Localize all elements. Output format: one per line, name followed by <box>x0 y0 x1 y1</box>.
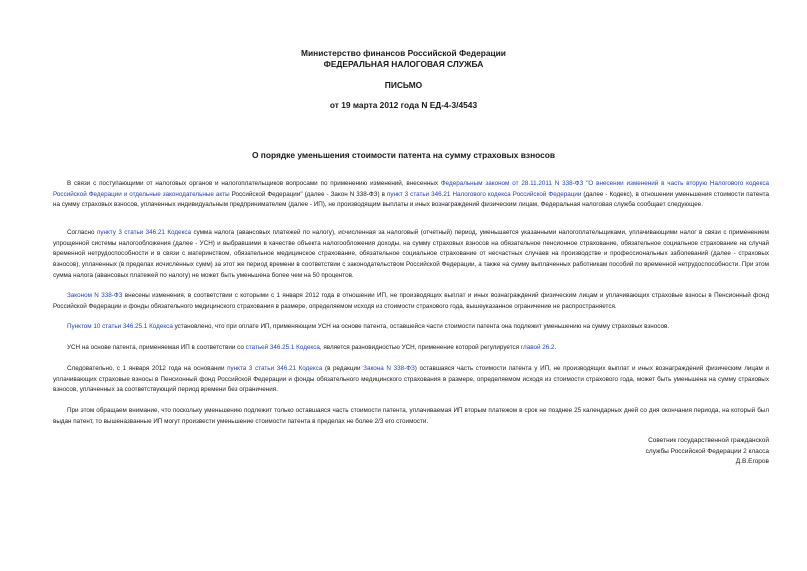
paragraph-6 <box>53 364 769 396</box>
signature-name: Д.В.Егоров <box>735 458 769 465</box>
text: установлено, что при оплате ИП, применяющим УСН на основе патента, оставшейся части стоимости патента она подлежит уменьшению на сумму страховых взносов. <box>172 323 670 330</box>
document-type: ПИСЬМО <box>384 80 423 90</box>
text: ) оставшаяся часть стоимости патента у ИП, не производящих выплат и иных вознаграждений физическим лицам и уплачивающих страховые взносы в Пенсионный фонд Российской Федерации и фонды обязательного медицинского страхования в размере, определяемом исходя из стоимости страхового года, может быть уменьшена на сумму страховых взносов, уплаченных за соответствующий период времени без ограничения. <box>53 365 769 394</box>
service-name: ФЕДЕРАЛЬНАЯ НАЛОГОВАЯ СЛУЖБА <box>323 59 484 69</box>
document-title: О порядке уменьшения стоимости патента на сумму страховых взносов <box>251 150 556 160</box>
text: (далее - Кодекс), в отношении уменьшения стоимости патента на сумму страховых взносов, уплаченных индивидуальным предпринимателем (далее - ИП), не производящим выплаты и иных вознаграждений физическим лицам, Федеральная налоговая служба сообщает следующее. <box>53 190 769 209</box>
signature-title-line-1: Советник государственной гражданской <box>648 437 769 444</box>
paragraph-1 <box>53 179 769 211</box>
code-link-346-21-p3[interactable]: пункта 3 статьи 346.21 Кодекса <box>227 365 323 372</box>
text: Российской Федерации" (далее - Закон N 338-ФЗ) в <box>229 190 387 198</box>
text: В связи с поступающими от налоговых органов и налогоплательщиков вопросами по применению изменений, внесенных <box>67 180 441 187</box>
text: (в редакции <box>322 365 364 372</box>
paragraph-3 <box>53 291 769 312</box>
law-link-338fz[interactable]: Закона N 338-ФЗ <box>363 365 415 372</box>
text: внесены изменения, в соответствии с которыми с 1 января 2012 года в отношении ИП, не производящих выплат и иных вознаграждений физическим лицам и уплачивающих страховые взносы в Пенсионный фонд Российской Федерации и фонды обязательного медицинского страхования в размере, определяемом исходя из стоимости страхового года, вышеуказанное ограничение не распространяется. <box>53 292 769 310</box>
chapter-link-26-2[interactable]: главой 26.2 <box>520 344 555 351</box>
law-link-338fz[interactable]: Законом N 338-ФЗ <box>67 292 123 299</box>
text: При этом обращаем внимание, что поскольку уменьшению подлежит только оставшаяся часть стоимости патента, уплачиваемая ИП вторым платежом в срок не позднее 25 календарных дней со дня окончания периода, на который был выдан патент, то вышеназванные ИП могут произвести уменьшение стоимости патента в пределах не более 2/3 его стоимости. <box>53 407 769 425</box>
text: сумма налога (авансовых платежей по налогу), исчисленная за налоговый (отчетный) период, уменьшается указанными налогоплательщиками, уплачивающими налог в связи с применением упрощенной системы налогообложения (далее - УСН) и выбравшими в качестве объекта налогообложения доходы, на сумму страховых взносов на обязательное пенсионное страхование, обязательное социальное страхование на случай временной нетрудоспособности и в связи с материнством, обязательное медицинское страхование, обязательное социальное страхование от несчастных случаев на производстве и профессиональных заболеваний (далее - страховых взносов), уплаченных (в пределах исчисленных сумм) за этот же период времени в соответствии с законодательством Российской Федерации, а также на сумму выплаченных работникам пособий по временной нетрудоспособности. При этом сумма налога (авансовых платежей по налогу) не может быть уменьшена более чем на 50 процентов. <box>53 229 769 279</box>
document-date-number: от 19 марта 2012 года N ЕД-4-3/4543 <box>329 100 478 110</box>
text: . <box>554 344 557 351</box>
paragraph-7 <box>53 406 769 427</box>
signature-title-line-2: службы Российской Федерации 2 класса <box>645 447 769 455</box>
text: , является разновидностью УСН, применение которой регулируется <box>319 344 521 351</box>
code-link-346-25-1-p10[interactable]: Пунктом 10 статьи 346.25.1 Кодекса <box>67 323 173 330</box>
signature-block <box>646 436 769 468</box>
code-link-346-21-p3[interactable]: пункту 3 статьи 346.21 Кодекса <box>96 229 192 236</box>
code-link-346-21[interactable]: пункт 3 статьи 346.21 Налогового кодекса Российской Федерации <box>386 190 582 198</box>
law-link-338fz[interactable]: Федеральным законом от 28.11.2011 N 338-ФЗ "О внесении изменений в часть вторую Налогового кодекса Российской Федерации и отдельные законодательные акты <box>53 180 769 198</box>
text: Следовательно, с 1 января 2012 года на основании <box>67 365 228 372</box>
code-link-346-25-1[interactable]: статьей 346.25.1 Кодекса <box>245 344 320 351</box>
ministry-name: Министерство финансов Российской Федерации <box>301 48 506 58</box>
paragraph-4 <box>53 322 769 333</box>
paragraph-2 <box>53 228 769 282</box>
text: Согласно <box>67 229 97 236</box>
text: УСН на основе патента, применяемая ИП в соответствии со <box>67 344 246 351</box>
paragraph-5 <box>53 343 769 354</box>
